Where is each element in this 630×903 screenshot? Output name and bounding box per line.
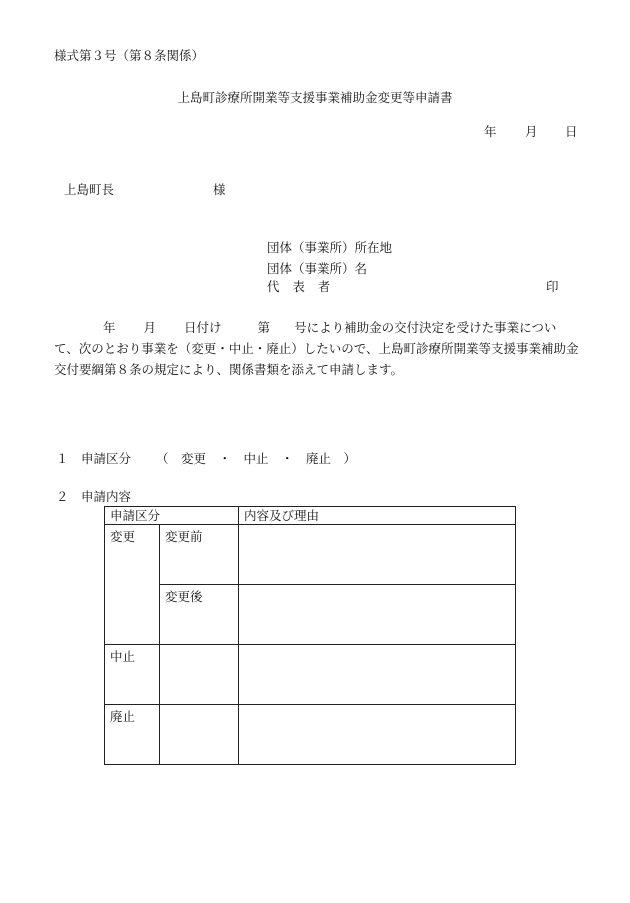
body-year: 年	[103, 320, 116, 335]
suspend-subcategory-cell[interactable]	[160, 645, 239, 705]
row-before-label: 変更前	[160, 525, 239, 585]
date-month: 月	[525, 124, 538, 139]
body-rest: 号により補助金の交付決定を受けた事業について、次のとおり事業を（変更・中止・廃止）したいので、上島町診療所開業等支援事業補助金交付要綱第８条の規定により、関係書類を添えて申請します。	[54, 320, 579, 377]
applicant-address-label: 団体（事業所）所在地	[267, 240, 393, 255]
applicant-name-label: 団体（事業所）名	[267, 261, 368, 276]
representative-label: 代 表 者	[267, 279, 331, 294]
seal-mark: 印	[546, 279, 559, 294]
body-day-ref: 日付け	[184, 320, 222, 335]
addressee-name: 上島町長	[64, 182, 115, 197]
section-2-number: ２	[56, 489, 69, 504]
date-day: 日	[565, 124, 578, 139]
form-number: 様式第３号（第８条関係）	[54, 48, 205, 63]
body-month: 月	[143, 320, 157, 335]
row-after-label: 変更後	[160, 585, 239, 645]
row-change-label: 変更	[105, 525, 160, 645]
row-suspend-label: 中止	[105, 645, 160, 705]
section-1-number: １	[56, 451, 69, 466]
table-row	[105, 705, 516, 765]
document-title: 上島町診療所開業等支援事業補助金変更等申請書	[177, 90, 453, 105]
suspend-content-cell[interactable]	[239, 645, 516, 705]
application-content-table	[104, 506, 516, 765]
abolish-subcategory-cell[interactable]	[160, 705, 239, 765]
table-row	[105, 645, 516, 705]
header-content: 内容及び理由	[239, 507, 516, 525]
date-year: 年	[484, 124, 497, 139]
table-header-row	[105, 507, 516, 525]
header-category: 申請区分	[105, 507, 239, 525]
before-content-cell[interactable]	[239, 525, 516, 585]
abolish-content-cell[interactable]	[239, 705, 516, 765]
table-row	[105, 585, 516, 645]
application-body-text	[54, 317, 579, 380]
application-type-options: （ 変更 ・ 中止 ・ 廃止 ）	[156, 451, 357, 466]
body-dai: 第	[257, 320, 271, 335]
section-1-label: 申請区分	[81, 451, 132, 466]
after-content-cell[interactable]	[239, 585, 516, 645]
section-2-label: 申請内容	[81, 489, 132, 504]
table-row	[105, 525, 516, 585]
addressee-honorific: 様	[213, 182, 226, 197]
row-abolish-label: 廃止	[105, 705, 160, 765]
